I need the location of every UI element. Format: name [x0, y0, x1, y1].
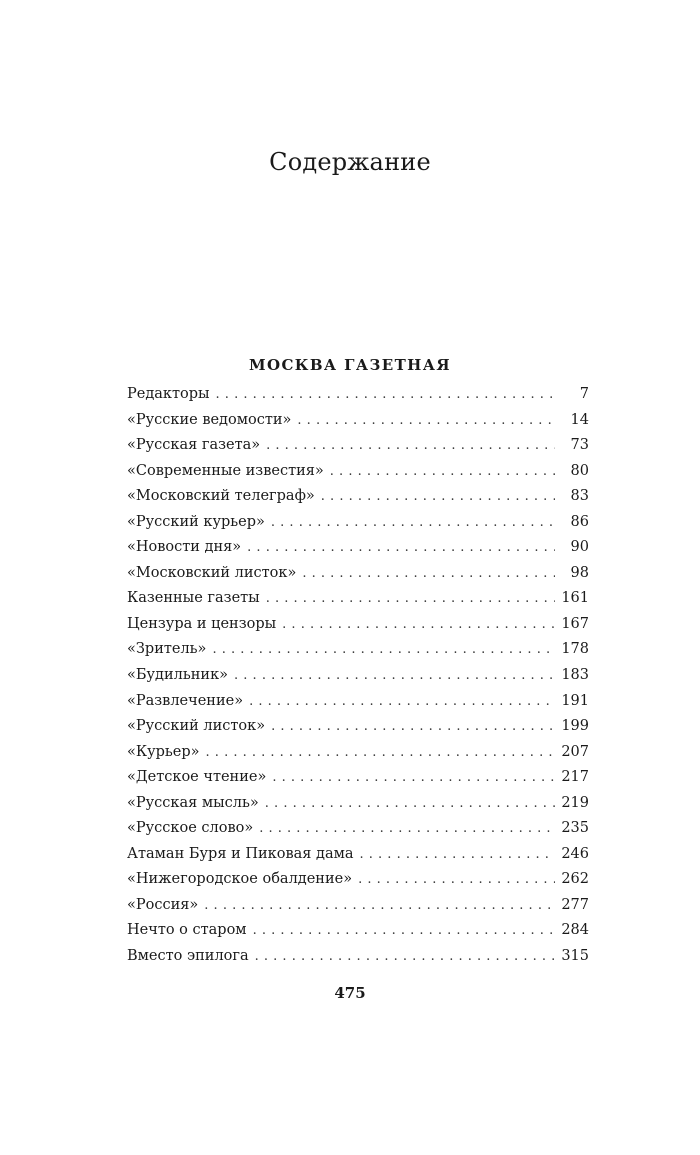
toc-entry	[127, 689, 589, 715]
toc-entry-page: 235	[561, 820, 589, 837]
toc-entry	[127, 459, 589, 485]
toc-entry-title: «Нижегородское обалдение»	[127, 871, 353, 888]
toc-entry	[127, 535, 589, 561]
dot-leader	[266, 433, 555, 459]
dot-leader	[271, 714, 555, 740]
toc-entry	[127, 842, 589, 868]
toc-entry-title: «Русские ведомости»	[127, 411, 292, 428]
toc-entry-title: «Будильник»	[127, 667, 229, 684]
toc-entry-title: «Новости дня»	[127, 539, 242, 556]
dot-leader	[360, 842, 555, 868]
toc-entry-page: 284	[561, 922, 589, 939]
toc-entry	[127, 765, 589, 791]
toc-entry	[127, 893, 589, 919]
toc-entry-title: «Русский листок»	[127, 718, 266, 735]
toc-entry-title: Казенные газеты	[127, 590, 260, 607]
toc-entry	[127, 944, 589, 970]
toc-entry-title: Нечто о старом	[127, 922, 247, 939]
toc-entry-title: «Русское слово»	[127, 820, 254, 837]
toc-entry-page: 262	[561, 871, 589, 888]
toc-entry	[127, 918, 589, 944]
toc-entry	[127, 561, 589, 587]
dot-leader	[253, 918, 555, 944]
toc-entry-page: 83	[570, 488, 589, 505]
dot-leader	[272, 765, 555, 791]
toc-entry-page: 183	[561, 667, 589, 684]
toc-entry	[127, 791, 589, 817]
toc-entry-page: 277	[561, 896, 589, 913]
toc-entry	[127, 637, 589, 663]
toc-entry-title: «Русский курьер»	[127, 513, 265, 530]
toc-entry-page: 207	[561, 743, 589, 760]
toc-entry	[127, 433, 589, 459]
dot-leader	[321, 484, 555, 510]
dot-leader	[206, 740, 555, 766]
toc-entry-page: 167	[561, 615, 589, 632]
toc-entry-title: «Развлечение»	[127, 692, 244, 709]
dot-leader	[259, 816, 555, 842]
toc-entry	[127, 586, 589, 612]
toc-entry-page: 73	[570, 437, 589, 454]
dot-leader	[265, 791, 555, 817]
toc-entry	[127, 484, 589, 510]
toc-entry	[127, 408, 589, 434]
table-of-contents	[127, 382, 589, 970]
toc-entry-title: «Московский телеграф»	[127, 488, 315, 505]
dot-leader	[297, 408, 555, 434]
toc-entry-title: Вместо эпилога	[127, 948, 249, 965]
toc-entry	[127, 867, 589, 893]
toc-entry-title: «Современные известия»	[127, 462, 324, 479]
dot-leader	[266, 586, 555, 612]
page-title: Содержание	[269, 148, 431, 176]
toc-entry-page: 178	[561, 641, 589, 658]
dot-leader	[271, 510, 555, 536]
toc-entry-title: «Россия»	[127, 896, 199, 913]
dot-leader	[234, 663, 555, 689]
toc-entry-page: 219	[561, 794, 589, 811]
dot-leader	[282, 612, 555, 638]
toc-entry	[127, 663, 589, 689]
toc-entry-title: «Курьер»	[127, 743, 200, 760]
toc-entry	[127, 816, 589, 842]
dot-leader	[216, 382, 555, 408]
toc-entry-title: «Русская мысль»	[127, 794, 259, 811]
toc-entry-page: 86	[570, 513, 589, 530]
toc-entry-page: 80	[570, 462, 589, 479]
toc-entry-page: 246	[561, 845, 589, 862]
dot-leader	[247, 535, 555, 561]
toc-entry-page: 98	[570, 564, 589, 581]
toc-entry	[127, 740, 589, 766]
dot-leader	[358, 867, 555, 893]
toc-entry-page: 7	[579, 386, 589, 402]
page-number: 475	[334, 984, 366, 1002]
toc-entry	[127, 382, 589, 408]
toc-entry-title: «Русская газета»	[127, 437, 261, 454]
dot-leader	[255, 944, 555, 970]
toc-entry-page: 161	[561, 590, 589, 607]
toc-entry-title: «Московский листок»	[127, 564, 297, 581]
toc-entry	[127, 510, 589, 536]
toc-entry-page: 90	[570, 539, 589, 556]
dot-leader	[302, 561, 555, 587]
toc-entry-title: «Детское чтение»	[127, 769, 267, 786]
toc-entry	[127, 612, 589, 638]
dot-leader	[204, 893, 555, 919]
toc-entry-page: 191	[561, 692, 589, 709]
dot-leader	[249, 689, 555, 715]
toc-entry-page: 315	[561, 948, 589, 965]
dot-leader	[212, 637, 555, 663]
toc-entry-title: Цензура и цензоры	[127, 615, 277, 632]
toc-entry-title: «Зритель»	[127, 641, 207, 658]
toc-entry-page: 199	[561, 718, 589, 735]
toc-entry-title: Атаман Буря и Пиковая дама	[127, 845, 354, 862]
toc-entry-page: 14	[570, 411, 589, 428]
toc-entry	[127, 714, 589, 740]
section-heading: МОСКВА ГАЗЕТНАЯ	[249, 356, 451, 374]
toc-entry-page: 217	[561, 769, 589, 786]
dot-leader	[330, 459, 555, 485]
toc-entry-title: Редакторы	[127, 386, 210, 402]
